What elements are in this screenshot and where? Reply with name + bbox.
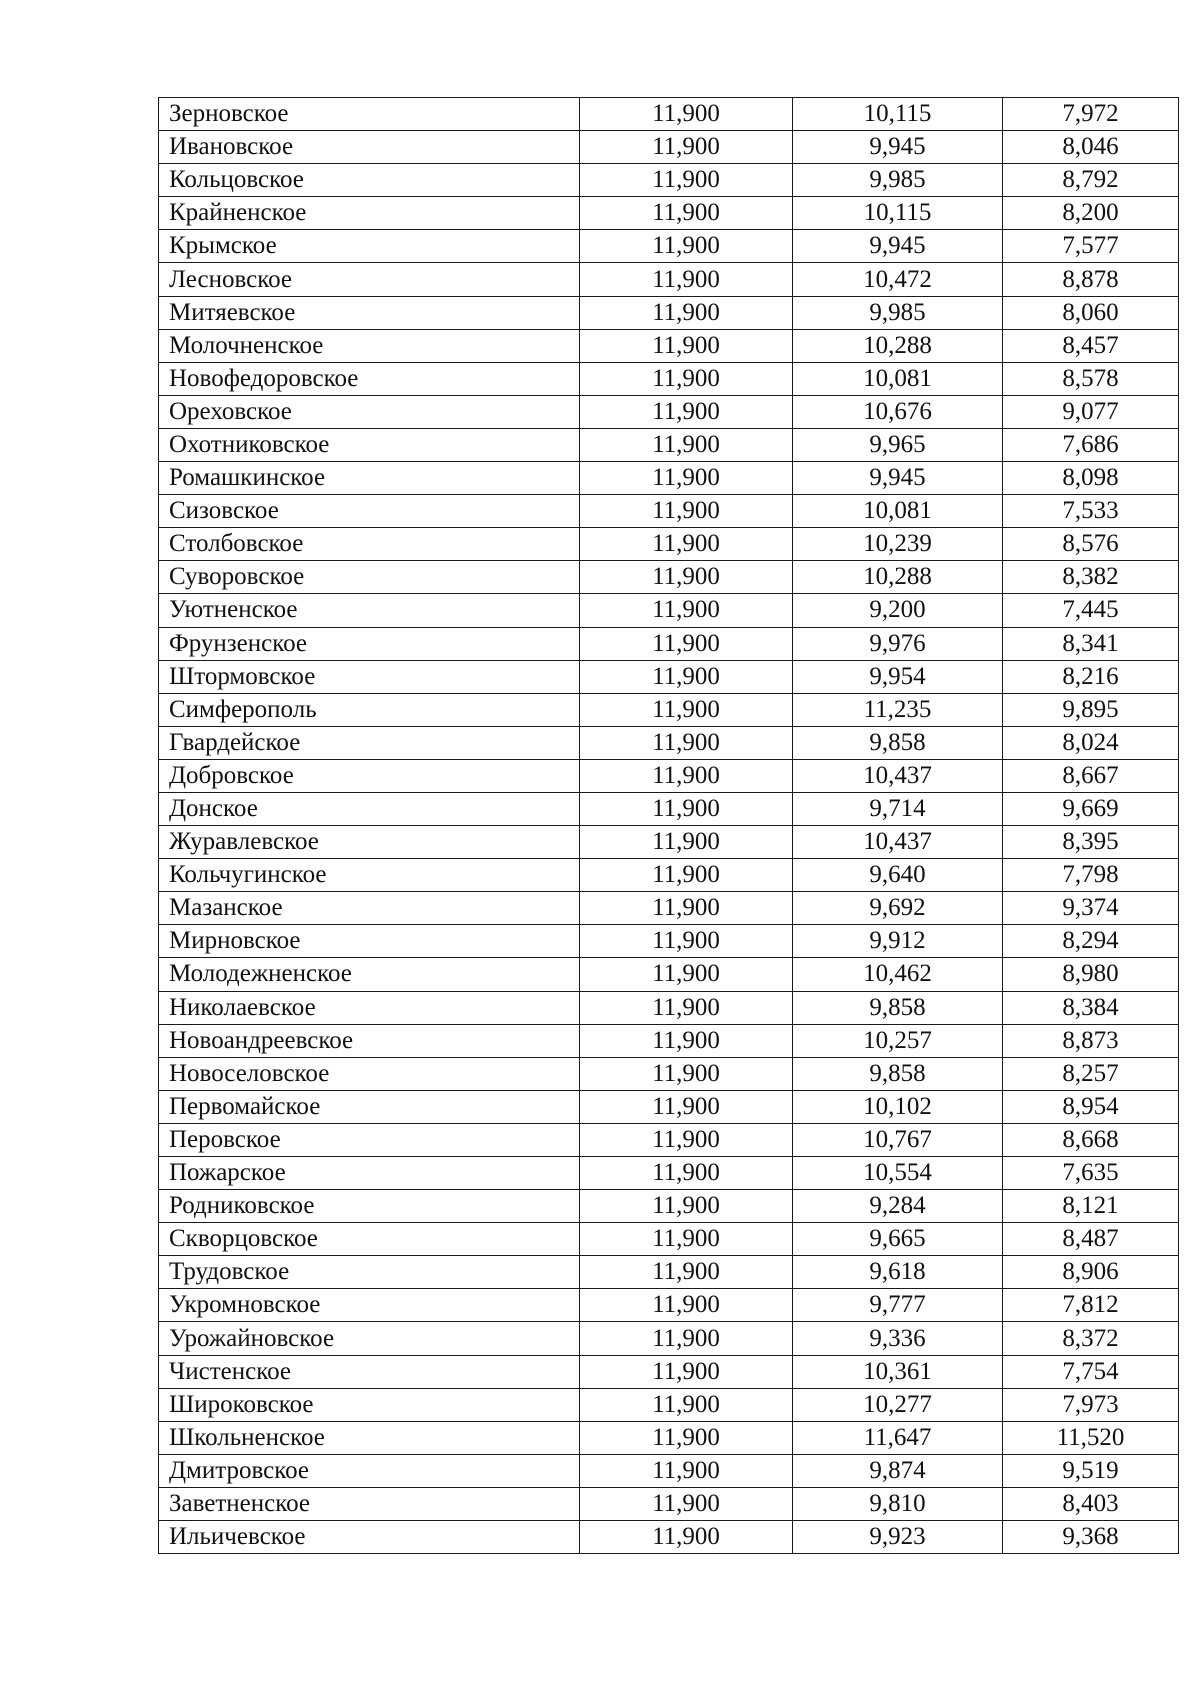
value-1-cell: 11,900: [580, 1190, 793, 1223]
value-3-cell: 8,372: [1003, 1322, 1179, 1355]
table-row: [159, 131, 1179, 164]
table-row: [159, 362, 1179, 395]
value-3-cell: 8,384: [1003, 991, 1179, 1024]
tariff-table: [158, 97, 1179, 1554]
settlement-name-cell: Заветненское: [159, 1487, 580, 1520]
value-3-cell: 8,906: [1003, 1256, 1179, 1289]
table-row: [159, 1123, 1179, 1156]
value-3-cell: 7,973: [1003, 1388, 1179, 1421]
value-1-cell: 11,900: [580, 528, 793, 561]
value-1-cell: 11,900: [580, 1355, 793, 1388]
value-2-cell: 9,874: [793, 1454, 1003, 1487]
value-1-cell: 11,900: [580, 925, 793, 958]
table-row: [159, 98, 1179, 131]
table-row: [159, 759, 1179, 792]
value-3-cell: 7,635: [1003, 1157, 1179, 1190]
value-1-cell: 11,900: [580, 693, 793, 726]
value-1-cell: 11,900: [580, 462, 793, 495]
value-3-cell: 8,668: [1003, 1123, 1179, 1156]
settlement-name-cell: Ореховское: [159, 395, 580, 428]
value-1-cell: 11,900: [580, 131, 793, 164]
table-row: [159, 1090, 1179, 1123]
value-1-cell: 11,900: [580, 1090, 793, 1123]
value-1-cell: 11,900: [580, 329, 793, 362]
value-1-cell: 11,900: [580, 1123, 793, 1156]
settlement-name-cell: Зерновское: [159, 98, 580, 131]
value-2-cell: 9,912: [793, 925, 1003, 958]
settlement-name-cell: Ильичевское: [159, 1521, 580, 1554]
value-2-cell: 9,200: [793, 594, 1003, 627]
settlement-name-cell: Первомайское: [159, 1090, 580, 1123]
table-row: [159, 1024, 1179, 1057]
table-row: [159, 594, 1179, 627]
value-2-cell: 9,976: [793, 627, 1003, 660]
settlement-name-cell: Крайненское: [159, 197, 580, 230]
value-1-cell: 11,900: [580, 1057, 793, 1090]
settlement-name-cell: Дмитровское: [159, 1454, 580, 1487]
value-2-cell: 10,081: [793, 362, 1003, 395]
value-2-cell: 10,277: [793, 1388, 1003, 1421]
value-3-cell: 8,487: [1003, 1223, 1179, 1256]
value-3-cell: 8,341: [1003, 627, 1179, 660]
value-2-cell: 10,115: [793, 98, 1003, 131]
table-row: [159, 1521, 1179, 1554]
settlement-name-cell: Чистенское: [159, 1355, 580, 1388]
value-1-cell: 11,900: [580, 561, 793, 594]
value-1-cell: 11,900: [580, 594, 793, 627]
value-3-cell: 8,121: [1003, 1190, 1179, 1223]
value-3-cell: 7,445: [1003, 594, 1179, 627]
value-2-cell: 9,284: [793, 1190, 1003, 1223]
value-2-cell: 10,437: [793, 826, 1003, 859]
settlement-name-cell: Скворцовское: [159, 1223, 580, 1256]
value-2-cell: 9,714: [793, 792, 1003, 825]
value-2-cell: 9,777: [793, 1289, 1003, 1322]
value-1-cell: 11,900: [580, 395, 793, 428]
value-1-cell: 11,900: [580, 1256, 793, 1289]
value-3-cell: 8,200: [1003, 197, 1179, 230]
value-1-cell: 11,900: [580, 1521, 793, 1554]
table-row: [159, 462, 1179, 495]
value-3-cell: 9,519: [1003, 1454, 1179, 1487]
value-2-cell: 10,257: [793, 1024, 1003, 1057]
value-1-cell: 11,900: [580, 296, 793, 329]
value-3-cell: 8,060: [1003, 296, 1179, 329]
table-row: [159, 1388, 1179, 1421]
value-1-cell: 11,900: [580, 1388, 793, 1421]
value-2-cell: 9,858: [793, 1057, 1003, 1090]
value-1-cell: 11,900: [580, 1421, 793, 1454]
value-2-cell: 9,985: [793, 164, 1003, 197]
table-row: [159, 1157, 1179, 1190]
value-2-cell: 10,288: [793, 329, 1003, 362]
value-3-cell: 8,403: [1003, 1487, 1179, 1520]
settlement-name-cell: Фрунзенское: [159, 627, 580, 660]
settlement-name-cell: Пожарское: [159, 1157, 580, 1190]
value-2-cell: 11,647: [793, 1421, 1003, 1454]
settlement-name-cell: Молодежненское: [159, 958, 580, 991]
table-row: [159, 1487, 1179, 1520]
settlement-name-cell: Школьненское: [159, 1421, 580, 1454]
table-row: [159, 726, 1179, 759]
value-3-cell: 7,577: [1003, 230, 1179, 263]
value-2-cell: 9,336: [793, 1322, 1003, 1355]
settlement-name-cell: Гвардейское: [159, 726, 580, 759]
value-1-cell: 11,900: [580, 759, 793, 792]
table-row: [159, 561, 1179, 594]
settlement-name-cell: Перовское: [159, 1123, 580, 1156]
settlement-name-cell: Родниковское: [159, 1190, 580, 1223]
settlement-name-cell: Сизовское: [159, 495, 580, 528]
value-3-cell: 9,895: [1003, 693, 1179, 726]
settlement-name-cell: Штормовское: [159, 660, 580, 693]
value-1-cell: 11,900: [580, 428, 793, 461]
value-1-cell: 11,900: [580, 792, 793, 825]
value-1-cell: 11,900: [580, 164, 793, 197]
value-2-cell: 10,767: [793, 1123, 1003, 1156]
settlement-name-cell: Мазанское: [159, 892, 580, 925]
value-1-cell: 11,900: [580, 627, 793, 660]
settlement-name-cell: Охотниковское: [159, 428, 580, 461]
value-3-cell: 8,792: [1003, 164, 1179, 197]
table-row: [159, 164, 1179, 197]
settlement-name-cell: Широковское: [159, 1388, 580, 1421]
value-1-cell: 11,900: [580, 362, 793, 395]
value-3-cell: 7,972: [1003, 98, 1179, 131]
table-row: [159, 428, 1179, 461]
value-3-cell: 8,576: [1003, 528, 1179, 561]
value-2-cell: 9,810: [793, 1487, 1003, 1520]
value-2-cell: 9,858: [793, 991, 1003, 1024]
value-2-cell: 9,665: [793, 1223, 1003, 1256]
value-3-cell: 7,798: [1003, 859, 1179, 892]
table-row: [159, 528, 1179, 561]
value-1-cell: 11,900: [580, 1157, 793, 1190]
table-row: [159, 660, 1179, 693]
value-3-cell: 8,257: [1003, 1057, 1179, 1090]
settlement-name-cell: Новофедоровское: [159, 362, 580, 395]
settlement-name-cell: Симферополь: [159, 693, 580, 726]
value-1-cell: 11,900: [580, 197, 793, 230]
value-1-cell: 11,900: [580, 726, 793, 759]
table-body: [159, 98, 1179, 1554]
value-1-cell: 11,900: [580, 1289, 793, 1322]
value-2-cell: 11,235: [793, 693, 1003, 726]
value-3-cell: 11,520: [1003, 1421, 1179, 1454]
value-3-cell: 8,382: [1003, 561, 1179, 594]
settlement-name-cell: Николаевское: [159, 991, 580, 1024]
value-2-cell: 10,081: [793, 495, 1003, 528]
settlement-name-cell: Новоселовское: [159, 1057, 580, 1090]
value-1-cell: 11,900: [580, 1322, 793, 1355]
settlement-name-cell: Мирновское: [159, 925, 580, 958]
table-row: [159, 329, 1179, 362]
value-3-cell: 7,686: [1003, 428, 1179, 461]
value-2-cell: 9,954: [793, 660, 1003, 693]
value-1-cell: 11,900: [580, 495, 793, 528]
value-2-cell: 10,239: [793, 528, 1003, 561]
value-3-cell: 9,368: [1003, 1521, 1179, 1554]
value-3-cell: 8,024: [1003, 726, 1179, 759]
settlement-name-cell: Суворовское: [159, 561, 580, 594]
value-3-cell: 9,374: [1003, 892, 1179, 925]
table-row: [159, 859, 1179, 892]
table-row: [159, 1454, 1179, 1487]
value-2-cell: 9,945: [793, 230, 1003, 263]
value-2-cell: 10,288: [793, 561, 1003, 594]
table-row: [159, 296, 1179, 329]
value-2-cell: 10,361: [793, 1355, 1003, 1388]
value-3-cell: 9,669: [1003, 792, 1179, 825]
value-2-cell: 9,618: [793, 1256, 1003, 1289]
table-row: [159, 1322, 1179, 1355]
settlement-name-cell: Ромашкинское: [159, 462, 580, 495]
value-2-cell: 10,554: [793, 1157, 1003, 1190]
settlement-name-cell: Ивановское: [159, 131, 580, 164]
table-row: [159, 197, 1179, 230]
value-2-cell: 10,115: [793, 197, 1003, 230]
value-2-cell: 10,102: [793, 1090, 1003, 1123]
table-row: [159, 1190, 1179, 1223]
value-1-cell: 11,900: [580, 859, 793, 892]
value-3-cell: 8,395: [1003, 826, 1179, 859]
table-row: [159, 263, 1179, 296]
value-3-cell: 8,578: [1003, 362, 1179, 395]
settlement-name-cell: Митяевское: [159, 296, 580, 329]
settlement-name-cell: Уютненское: [159, 594, 580, 627]
settlement-name-cell: Кольцовское: [159, 164, 580, 197]
value-1-cell: 11,900: [580, 263, 793, 296]
value-1-cell: 11,900: [580, 991, 793, 1024]
table-row: [159, 1421, 1179, 1454]
value-2-cell: 9,945: [793, 131, 1003, 164]
table-row: [159, 826, 1179, 859]
settlement-name-cell: Молочненское: [159, 329, 580, 362]
value-2-cell: 9,923: [793, 1521, 1003, 1554]
value-3-cell: 7,533: [1003, 495, 1179, 528]
value-2-cell: 10,437: [793, 759, 1003, 792]
value-3-cell: 8,873: [1003, 1024, 1179, 1057]
table-row: [159, 958, 1179, 991]
value-3-cell: 8,457: [1003, 329, 1179, 362]
table-row: [159, 1256, 1179, 1289]
settlement-name-cell: Журавлевское: [159, 826, 580, 859]
value-3-cell: 8,980: [1003, 958, 1179, 991]
value-2-cell: 9,965: [793, 428, 1003, 461]
settlement-name-cell: Добровское: [159, 759, 580, 792]
table-row: [159, 792, 1179, 825]
settlement-name-cell: Кольчугинское: [159, 859, 580, 892]
value-3-cell: 8,954: [1003, 1090, 1179, 1123]
value-2-cell: 9,692: [793, 892, 1003, 925]
value-1-cell: 11,900: [580, 958, 793, 991]
value-2-cell: 9,640: [793, 859, 1003, 892]
table-row: [159, 991, 1179, 1024]
value-3-cell: 8,667: [1003, 759, 1179, 792]
value-1-cell: 11,900: [580, 1223, 793, 1256]
value-1-cell: 11,900: [580, 1454, 793, 1487]
table-row: [159, 1289, 1179, 1322]
value-1-cell: 11,900: [580, 98, 793, 131]
value-1-cell: 11,900: [580, 230, 793, 263]
table-row: [159, 627, 1179, 660]
value-2-cell: 10,462: [793, 958, 1003, 991]
value-3-cell: 8,046: [1003, 131, 1179, 164]
value-2-cell: 9,945: [793, 462, 1003, 495]
value-3-cell: 7,812: [1003, 1289, 1179, 1322]
table-row: [159, 1223, 1179, 1256]
settlement-name-cell: Столбовское: [159, 528, 580, 561]
settlement-name-cell: Донское: [159, 792, 580, 825]
value-2-cell: 10,676: [793, 395, 1003, 428]
value-2-cell: 9,985: [793, 296, 1003, 329]
value-1-cell: 11,900: [580, 826, 793, 859]
settlement-name-cell: Укромновское: [159, 1289, 580, 1322]
settlement-name-cell: Урожайновское: [159, 1322, 580, 1355]
value-2-cell: 10,472: [793, 263, 1003, 296]
table-row: [159, 395, 1179, 428]
table-row: [159, 1057, 1179, 1090]
value-1-cell: 11,900: [580, 892, 793, 925]
settlement-name-cell: Крымское: [159, 230, 580, 263]
value-2-cell: 9,858: [793, 726, 1003, 759]
value-3-cell: 7,754: [1003, 1355, 1179, 1388]
value-3-cell: 8,878: [1003, 263, 1179, 296]
table-row: [159, 1355, 1179, 1388]
settlement-name-cell: Трудовское: [159, 1256, 580, 1289]
table-row: [159, 892, 1179, 925]
value-1-cell: 11,900: [580, 1024, 793, 1057]
value-3-cell: 8,098: [1003, 462, 1179, 495]
settlement-name-cell: Новоандреевское: [159, 1024, 580, 1057]
settlement-name-cell: Лесновское: [159, 263, 580, 296]
value-1-cell: 11,900: [580, 660, 793, 693]
table-row: [159, 693, 1179, 726]
value-3-cell: 8,294: [1003, 925, 1179, 958]
table-row: [159, 925, 1179, 958]
value-3-cell: 9,077: [1003, 395, 1179, 428]
value-1-cell: 11,900: [580, 1487, 793, 1520]
table-row: [159, 230, 1179, 263]
table-row: [159, 495, 1179, 528]
value-3-cell: 8,216: [1003, 660, 1179, 693]
